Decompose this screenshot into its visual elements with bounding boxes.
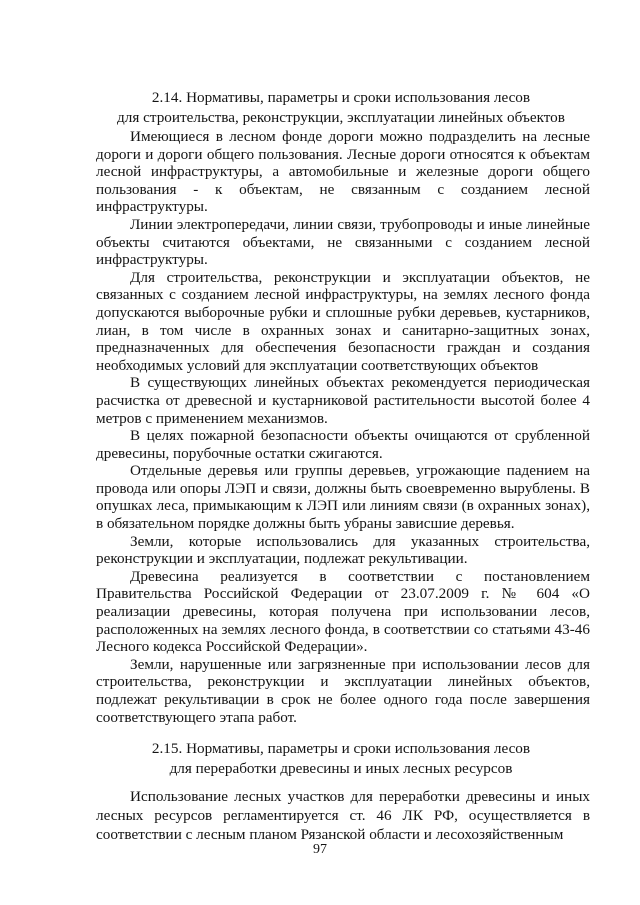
heading-line: 2.14. Нормативы, параметры и сроки использования лесов [151,89,531,106]
paragraph: В существующих линейных объектах рекомендуется периодическая расчистка от древесной и кустарниковой растительности высотой более 4 метров с применением механизмов. [96,374,590,427]
paragraph: Для строительства, реконструкции и эксплуатации объектов, не связанных с созданием лесной инфраструктуры, на землях лесного фонда допускаются выборочные рубки и сплошные рубки деревьев, кустарников, лиан, в том числе в охранных зонах и санитарно-защитных зонах, предназначенных для обеспечения безопасности граждан и создания необходимых условий для эксплуатации соответствующих объектов [96,268,590,374]
paragraph: Земли, нарушенные или загрязненные при использовании лесов для строительства, реконструкции и эксплуатации линейных объектов, подлежат рекультивации в срок не более одного года после завершения соответствующего этапа работ. [96,655,590,726]
section-heading-2-14 [96,88,586,128]
paragraph: Имеющиеся в лесном фонде дороги можно подразделить на лесные дороги и дороги общего пользования. Лесные дороги относятся к объектам лесной инфраструктуры, а автомобильные и железные дороги общего пользования - к объектам, не связанным с созданием лесной инфраструктуры. [96,128,590,216]
paragraph: Древесина реализуется в соответствии с постановлением Правительства Российской Федерации от 23.07.2009 г. № 604 «О реализации древесины, которая получена при использовании лесов, расположенных на землях лесного фонда, в соответствии со статьями 43-46 Лесного кодекса Российской Федерации». [96,567,590,656]
heading-line: для переработки древесины и иных лесных ресурсов [169,760,513,777]
paragraph: Линии электропередачи, линии связи, трубопроводы и иные линейные объекты считаются объектами, не связанными с созданием лесной инфраструктуры. [96,215,590,269]
section-body-2-14 [96,128,590,726]
paragraph: Использование лесных участков для переработки древесины и иных лесных ресурсов регламентируется ст. 46 ЛК РФ, осуществляется в соответствии с лесным планом Рязанской области и лесохозяйственным [96,788,590,843]
page-number: 97 [313,842,327,857]
section-heading-2-15 [96,739,586,779]
paragraph: В целях пожарной безопасности объекты очищаются от срубленной древесины, порубочные остатки сжигаются. [96,427,590,462]
paragraph: Земли, которые использовались для указанных строительства, реконструкции и эксплуатации, подлежат рекультивации. [96,532,590,568]
paragraph: Отдельные деревья или группы деревьев, угрожающие падением на провода или опоры ЛЭП и связи, должны быть своевременно вырублены. В опушках леса, примыкающим к ЛЭП или линиям связи (в охранных зонах), в обязательном порядке должны быть убраны зависшие деревья. [96,462,590,533]
heading-line: 2.15. Нормативы, параметры и сроки использования лесов [151,740,531,757]
heading-line: для строительства, реконструкции, эксплуатации линейных объектов [117,109,565,126]
section-body-2-15 [96,787,590,844]
